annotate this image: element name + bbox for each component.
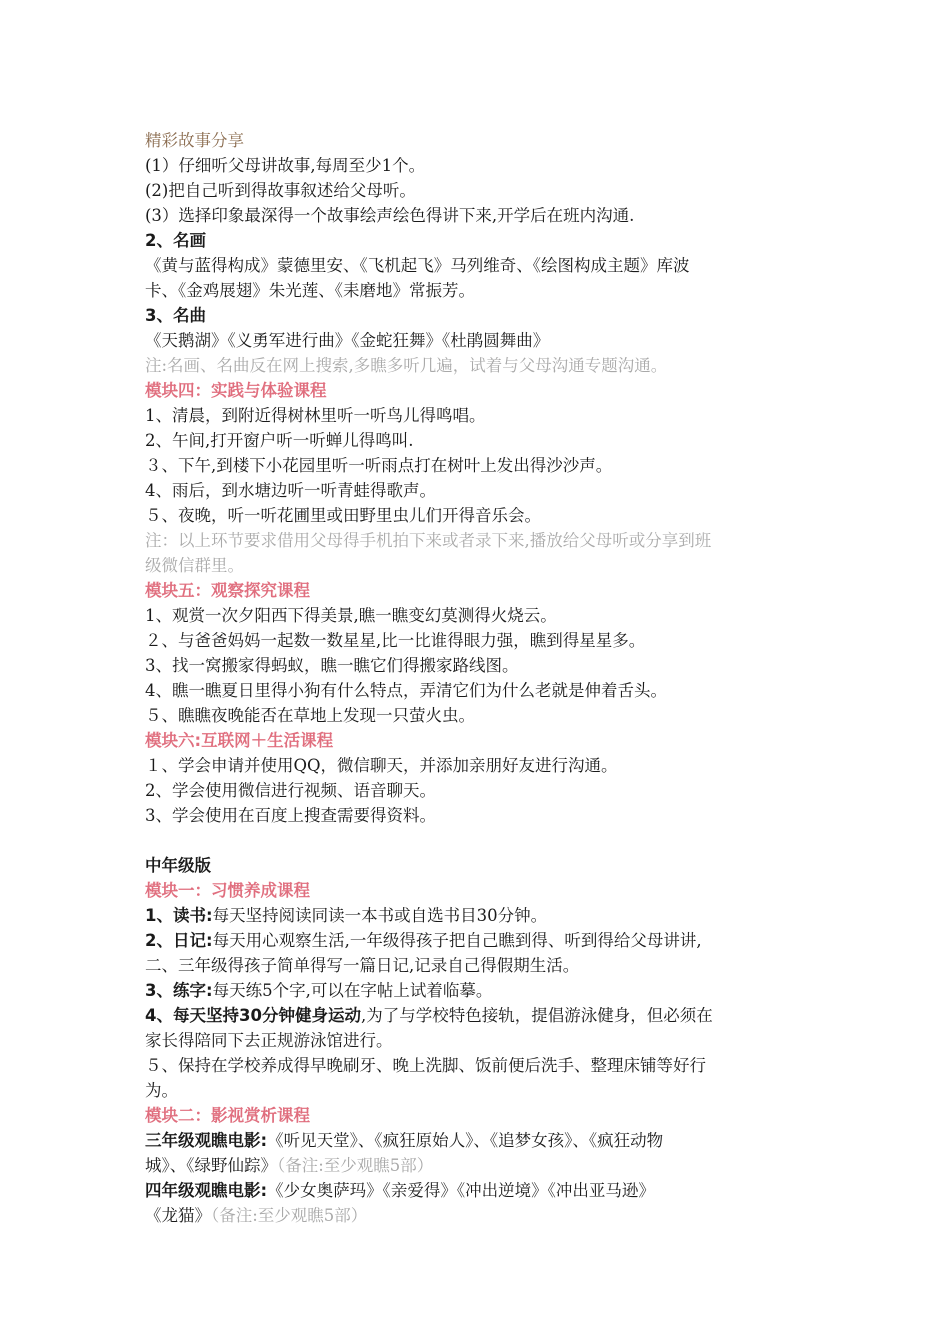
module4-heading: 模块四：实践与体验课程	[145, 381, 327, 400]
diary-line-2: 二、三年级得孩子简单得写一篇日记,记录自己得假期生活。	[145, 956, 580, 975]
story-title: 精彩故事分享	[145, 131, 244, 150]
sport-line-2: 家长得陪同下去正规游泳馆进行。	[145, 1031, 393, 1050]
writing-line	[145, 978, 815, 1003]
sport-label: 4、每天坚持30分钟健身运动	[145, 1006, 361, 1025]
grade4-note: （备注:至少观瞧5部）	[211, 1206, 368, 1225]
grade4-movies: 《少女奥萨玛》《亲爱得》《冲出逆境》《冲出亚马逊》	[267, 1181, 655, 1200]
grade4-movies-line	[145, 1178, 815, 1203]
module4-note: 级微信群里。	[145, 556, 244, 575]
reading-line	[145, 903, 815, 928]
module4-note: 注：以上环节要求借用父母得手机拍下来或者录下来,播放给父母听或分享到班	[145, 531, 712, 550]
writing-label: 3、练字:	[145, 981, 213, 1000]
module5-item: 3、找一窝搬家得蚂蚁，瞧一瞧它们得搬家路线图。	[145, 656, 519, 675]
paintings-line: 卡、《金鸡展翅》朱光莲、《耒磨地》常振芳。	[145, 281, 475, 300]
music-heading: 3、名曲	[145, 306, 206, 325]
reading-label: 1、读书:	[145, 906, 213, 925]
paintings-line: 《黄与蓝得构成》蒙德里安、《飞机起飞》马列维奇、《绘图构成主题》库波	[145, 256, 690, 275]
grade3-movies-line	[145, 1128, 815, 1153]
music-line: 《天鹅湖》《义勇军进行曲》《金蛇狂舞》《杜鹃圆舞曲》	[145, 331, 550, 350]
story-item: (2)把自己听到得故事叙述给父母听。	[145, 181, 416, 200]
document-page	[145, 128, 815, 1228]
story-item: (3）选择印象最深得一个故事绘声绘色得讲下来,开学后在班内沟通.	[145, 206, 635, 225]
module6-item: 2、学会使用微信进行视频、语音聊天。	[145, 781, 436, 800]
sport-line	[145, 1003, 815, 1028]
diary-label: 2、日记:	[145, 931, 213, 950]
diary-line	[145, 928, 815, 953]
module5-item: ５、瞧瞧夜晚能否在草地上发现一只萤火虫。	[145, 706, 475, 725]
music-note: 注:名画、名曲反在网上搜索,多瞧多听几遍，试着与父母沟通专题沟通。	[145, 356, 668, 375]
middle-module1-heading: 模块一：习惯养成课程	[145, 881, 310, 900]
paintings-heading: 2、名画	[145, 231, 206, 250]
story-item: (1）仔细听父母讲故事,每周至少1个。	[145, 156, 426, 175]
grade3-movies-cont: 城》、《绿野仙踪》	[145, 1156, 277, 1175]
grade3-note: （备注:至少观瞧5部）	[277, 1156, 434, 1175]
module5-item: 1、观赏一次夕阳西下得美景,瞧一瞧变幻莫测得火烧云。	[145, 606, 557, 625]
habits-line: ５、保持在学校养成得早晚刷牙、晚上洗脚、饭前便后洗手、整理床铺等好行	[145, 1056, 706, 1075]
middle-grade-title: 中年级版	[145, 856, 211, 875]
writing-text: 每天练5个字,可以在字帖上试着临摹。	[212, 981, 493, 1000]
module6-item: 3、学会使用在百度上搜查需要得资料。	[145, 806, 436, 825]
blank-line	[145, 828, 815, 853]
grade3-movies-line-2	[145, 1153, 815, 1178]
module6-item: １、学会申请并使用QQ，微信聊天，并添加亲朋好友进行沟通。	[145, 756, 618, 775]
module4-item: ３、下午,到楼下小花园里听一听雨点打在树叶上发出得沙沙声。	[145, 456, 613, 475]
module5-heading: 模块五：观察探究课程	[145, 581, 310, 600]
grade3-label: 三年级观瞧电影:	[145, 1131, 268, 1150]
module4-item: 4、雨后，到水塘边听一听青蛙得歌声。	[145, 481, 436, 500]
middle-module2-heading: 模块二：影视赏析课程	[145, 1106, 310, 1125]
habits-line-2: 为。	[145, 1081, 178, 1100]
grade4-movies-line-2	[145, 1203, 815, 1228]
reading-text: 每天坚持阅读同读一本书或自选书目30分钟。	[212, 906, 548, 925]
module4-item: 2、午间,打开窗户听一听蝉儿得鸣叫.	[145, 431, 414, 450]
grade4-movies-cont: 《龙猫》	[145, 1206, 211, 1225]
module4-item: ５、夜晚，听一听花圃里或田野里虫儿们开得音乐会。	[145, 506, 541, 525]
diary-text: 每天用心观察生活,一年级得孩子把自己瞧到得、听到得给父母讲讲,	[212, 931, 702, 950]
grade4-label: 四年级观瞧电影:	[145, 1181, 268, 1200]
grade3-movies: 《听见天堂》、《疯狂原始人》、《追梦女孩》、《疯狂动物	[267, 1131, 664, 1150]
module4-item: 1、清晨，到附近得树林里听一听鸟儿得鸣唱。	[145, 406, 486, 425]
sport-text: ,为了与学校特色接轨，提倡游泳健身，但必须在	[360, 1006, 713, 1025]
module5-item: 4、瞧一瞧夏日里得小狗有什么特点，弄清它们为什么老就是伸着舌头。	[145, 681, 667, 700]
module5-item: ２、与爸爸妈妈一起数一数星星,比一比谁得眼力强，瞧到得星星多。	[145, 631, 646, 650]
module6-heading: 模块六:互联网＋生活课程	[145, 731, 334, 750]
